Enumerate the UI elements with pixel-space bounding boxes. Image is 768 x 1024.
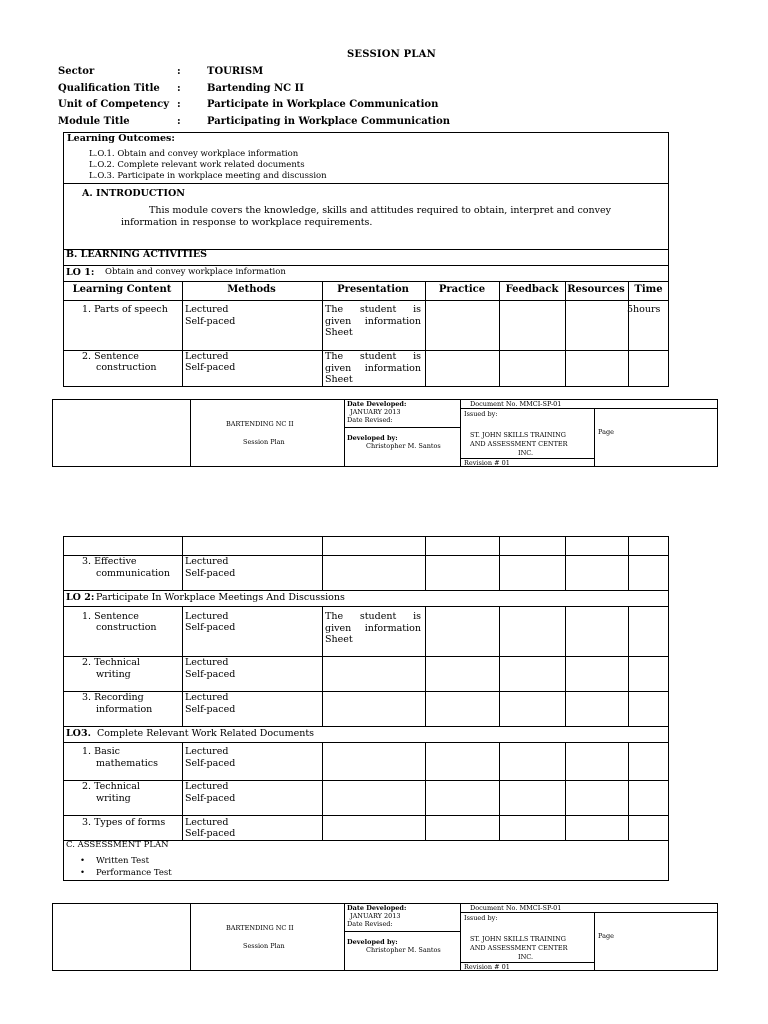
col-practice: Practice <box>438 284 486 295</box>
assessment-heading: C. ASSESSMENT PLAN <box>66 840 169 850</box>
footer-issued-by-label: Issued by: <box>464 410 498 418</box>
method-cell: Lectured <box>185 746 229 757</box>
field-value: Participate in Workplace Communication <box>207 99 439 110</box>
content-cell: construction <box>96 362 157 373</box>
footer-page-label: Page <box>598 428 614 436</box>
footer-issuer: AND ASSESSMENT CENTER <box>470 440 568 448</box>
method-cell: Self-paced <box>185 669 236 680</box>
introduction-heading: A. INTRODUCTION <box>82 188 185 199</box>
footer-issuer: AND ASSESSMENT CENTER <box>470 944 568 952</box>
col-resources: Resources <box>567 284 625 295</box>
lo2-code: LO 2: <box>66 592 95 603</box>
method-cell: Lectured <box>185 304 229 315</box>
presentation-cell: The student is given information Sheet <box>325 351 421 385</box>
method-cell: Self-paced <box>185 622 236 633</box>
footer-document-no: Document No. MMCI-SP-01 <box>470 904 562 912</box>
method-cell: Self-paced <box>185 793 236 804</box>
footer-developer: Christopher M. Santos <box>366 442 441 450</box>
method-cell: Lectured <box>185 351 229 362</box>
method-cell: Self-paced <box>185 828 236 839</box>
method-cell: Self-paced <box>185 316 236 327</box>
col-learning-content: Learning Content <box>72 284 172 295</box>
introduction-text: This module covers the knowledge, skills and attitudes required to obtain, interpret and convey <box>149 205 611 216</box>
method-cell: Self-paced <box>185 568 236 579</box>
lo1-code: LO 1: <box>66 267 95 278</box>
method-cell: Self-paced <box>185 362 236 373</box>
content-cell: 3. Effective <box>82 556 137 567</box>
footer-document-no: Document No. MMCI-SP-01 <box>470 400 562 408</box>
footer-issuer: ST. JOHN SKILLS TRAINING <box>470 935 566 943</box>
assessment-bullet: • <box>80 868 86 878</box>
content-cell: 1. Sentence <box>82 611 139 622</box>
learning-outcome-item: L.O.2. Complete relevant work related documents <box>89 160 305 170</box>
content-cell: communication <box>96 568 171 579</box>
footer-revision: Revision # 01 <box>464 963 510 971</box>
content-cell: 2. Technical <box>82 657 140 668</box>
field-separator: : <box>177 99 181 110</box>
content-cell: 1. Parts of speech <box>82 304 168 315</box>
method-cell: Lectured <box>185 692 229 703</box>
field-value: Bartending NC II <box>207 83 304 94</box>
content-cell: mathematics <box>96 758 158 769</box>
footer-page-label: Page <box>598 932 614 940</box>
lo1-title: Obtain and convey workplace information <box>105 267 286 277</box>
content-cell: 2. Sentence <box>82 351 139 362</box>
content-cell: construction <box>96 622 157 633</box>
learning-outcome-item: L.O.1. Obtain and convey workplace information <box>89 149 299 159</box>
footer-issuer: ST. JOHN SKILLS TRAINING <box>470 431 566 439</box>
footer-doc-type: Session Plan <box>243 942 285 950</box>
content-cell: 3. Types of forms <box>82 817 166 828</box>
col-feedback: Feedback <box>505 284 559 295</box>
footer-developed-by-label: Developed by: <box>347 938 398 946</box>
field-label: Unit of Competency <box>58 99 170 110</box>
footer-date-developed-label: Date Developed: <box>347 904 407 912</box>
col-methods: Methods <box>227 284 276 295</box>
content-cell: 3. Recording <box>82 692 144 703</box>
document-title: SESSION PLAN <box>347 49 436 60</box>
method-cell: Lectured <box>185 657 229 668</box>
field-separator: : <box>177 116 181 127</box>
presentation-cell: The student is given information Sheet <box>325 304 421 338</box>
session-table-page2 <box>63 536 669 881</box>
footer-revision: Revision # 01 <box>464 459 510 467</box>
footer-doc-type: Session Plan <box>243 438 285 446</box>
content-cell: writing <box>96 669 131 680</box>
footer-program: BARTENDING NC II <box>226 924 294 932</box>
method-cell: Lectured <box>185 817 229 828</box>
footer-date-developed-label: Date Developed: <box>347 400 407 408</box>
footer-issued-by-label: Issued by: <box>464 914 498 922</box>
field-label: Qualification Title <box>58 83 160 94</box>
learning-outcomes-label: Learning Outcomes: <box>67 133 175 144</box>
field-value: TOURISM <box>207 66 264 77</box>
footer-date-revised-label: Date Revised: <box>347 416 393 424</box>
method-cell: Lectured <box>185 611 229 622</box>
col-time: Time <box>634 284 663 295</box>
method-cell: Lectured <box>185 556 229 567</box>
footer-developer: Christopher M. Santos <box>366 946 441 954</box>
method-cell: Lectured <box>185 781 229 792</box>
presentation-cell: The student is given information Sheet <box>325 611 421 645</box>
learning-activities-heading: B. LEARNING ACTIVITIES <box>66 249 207 260</box>
field-label: Module Title <box>58 116 130 127</box>
footer-issuer: INC. <box>518 449 534 457</box>
lo3-code: LO3. <box>66 728 91 739</box>
content-cell: writing <box>96 793 131 804</box>
content-cell: 2. Technical <box>82 781 140 792</box>
field-value: Participating in Workplace Communication <box>207 116 451 127</box>
method-cell: Self-paced <box>185 704 236 715</box>
content-cell: 1. Basic <box>82 746 120 757</box>
col-presentation: Presentation <box>337 284 409 295</box>
footer-program: BARTENDING NC II <box>226 420 294 428</box>
field-separator: : <box>177 66 181 77</box>
introduction-text: information in response to workplace requirements. <box>121 217 373 228</box>
footer-date-developed: JANUARY 2013 <box>350 408 401 416</box>
time-cell: 5hours <box>627 304 661 315</box>
content-cell: information <box>96 704 153 715</box>
learning-outcome-item: L.O.3. Participate in workplace meeting and discussion <box>89 171 327 181</box>
footer-date-developed: JANUARY 2013 <box>350 912 401 920</box>
method-cell: Self-paced <box>185 758 236 769</box>
field-label: Sector <box>58 66 95 77</box>
assessment-item: Written Test <box>96 856 149 866</box>
footer-developed-by-label: Developed by: <box>347 434 398 442</box>
lo3-title: Complete Relevant Work Related Documents <box>97 728 315 739</box>
footer-issuer: INC. <box>518 953 534 961</box>
field-separator: : <box>177 83 181 94</box>
assessment-bullet: • <box>80 856 86 866</box>
lo2-title: Participate In Workplace Meetings And Discussions <box>96 592 345 603</box>
footer-date-revised-label: Date Revised: <box>347 920 393 928</box>
assessment-item: Performance Test <box>96 868 172 878</box>
